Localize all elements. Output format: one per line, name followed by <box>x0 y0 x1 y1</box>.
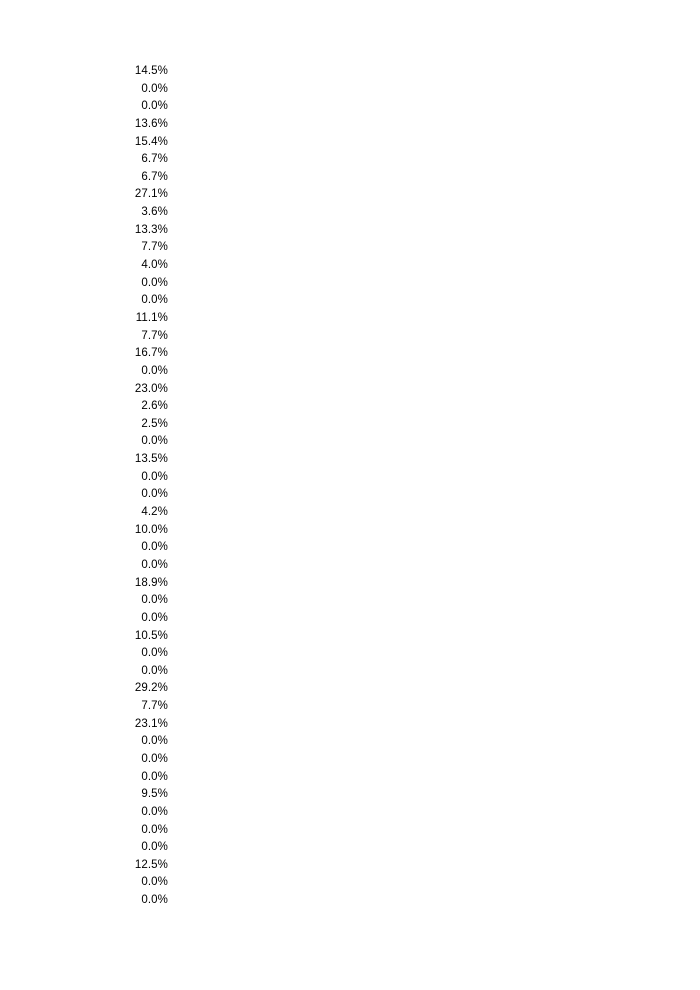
percentage-cell: 0.0% <box>141 841 168 854</box>
percentage-cell: 0.0% <box>141 735 168 748</box>
percentage-cell: 27.1% <box>134 188 168 201</box>
percentage-cell: 7.7% <box>141 329 168 342</box>
percentage-cell: 11.1% <box>135 311 168 324</box>
percentage-cell: 10.5% <box>134 629 168 642</box>
percentage-cell: 29.2% <box>134 682 168 695</box>
percentage-column <box>110 63 168 910</box>
percentage-cell: 7.7% <box>141 241 168 254</box>
percentage-cell: 0.0% <box>141 294 168 307</box>
percentage-cell: 0.0% <box>141 364 168 377</box>
percentage-cell: 6.7% <box>141 170 168 183</box>
percentage-cell: 0.0% <box>141 541 168 554</box>
percentage-cell: 10.0% <box>134 523 168 536</box>
percentage-cell: 2.6% <box>141 400 168 413</box>
percentage-cell: 7.7% <box>141 700 168 713</box>
percentage-cell: 0.0% <box>141 664 168 677</box>
percentage-cell: 0.0% <box>141 894 168 907</box>
percentage-cell: 0.0% <box>141 558 168 571</box>
percentage-cell: 0.0% <box>141 876 168 889</box>
percentage-cell: 4.2% <box>141 506 168 519</box>
percentage-cell: 6.7% <box>141 153 168 166</box>
percentage-cell: 16.7% <box>134 347 168 360</box>
percentage-cell: 13.5% <box>134 453 168 466</box>
percentage-cell: 23.0% <box>134 382 168 395</box>
percentage-cell: 13.6% <box>134 117 168 130</box>
percentage-cell: 0.0% <box>141 770 168 783</box>
percentage-cell: 12.5% <box>134 858 168 871</box>
percentage-cell: 0.0% <box>141 276 168 289</box>
percentage-cell: 0.0% <box>141 611 168 624</box>
percentage-cell: 23.1% <box>134 717 168 730</box>
percentage-cell: 18.9% <box>134 576 168 589</box>
percentage-cell: 0.0% <box>141 823 168 836</box>
percentage-cell: 0.0% <box>141 470 168 483</box>
percentage-cell: 4.0% <box>141 259 168 272</box>
percentage-cell: 0.0% <box>141 100 168 113</box>
percentage-cell: 3.6% <box>141 206 168 219</box>
percentage-cell: 15.4% <box>134 135 168 148</box>
percentage-cell: 13.3% <box>134 223 168 236</box>
percentage-cell: 0.0% <box>141 82 168 95</box>
percentage-cell: 0.0% <box>141 435 168 448</box>
percentage-cell: 9.5% <box>141 788 168 801</box>
percentage-cell: 0.0% <box>141 647 168 660</box>
percentage-cell: 14.5% <box>134 65 168 77</box>
percentage-cell: 0.0% <box>141 594 168 607</box>
percentage-cell: 0.0% <box>141 488 168 501</box>
percentage-cell: 0.0% <box>141 805 168 818</box>
percentage-cell: 0.0% <box>141 752 168 765</box>
percentage-cell: 2.5% <box>141 417 168 430</box>
